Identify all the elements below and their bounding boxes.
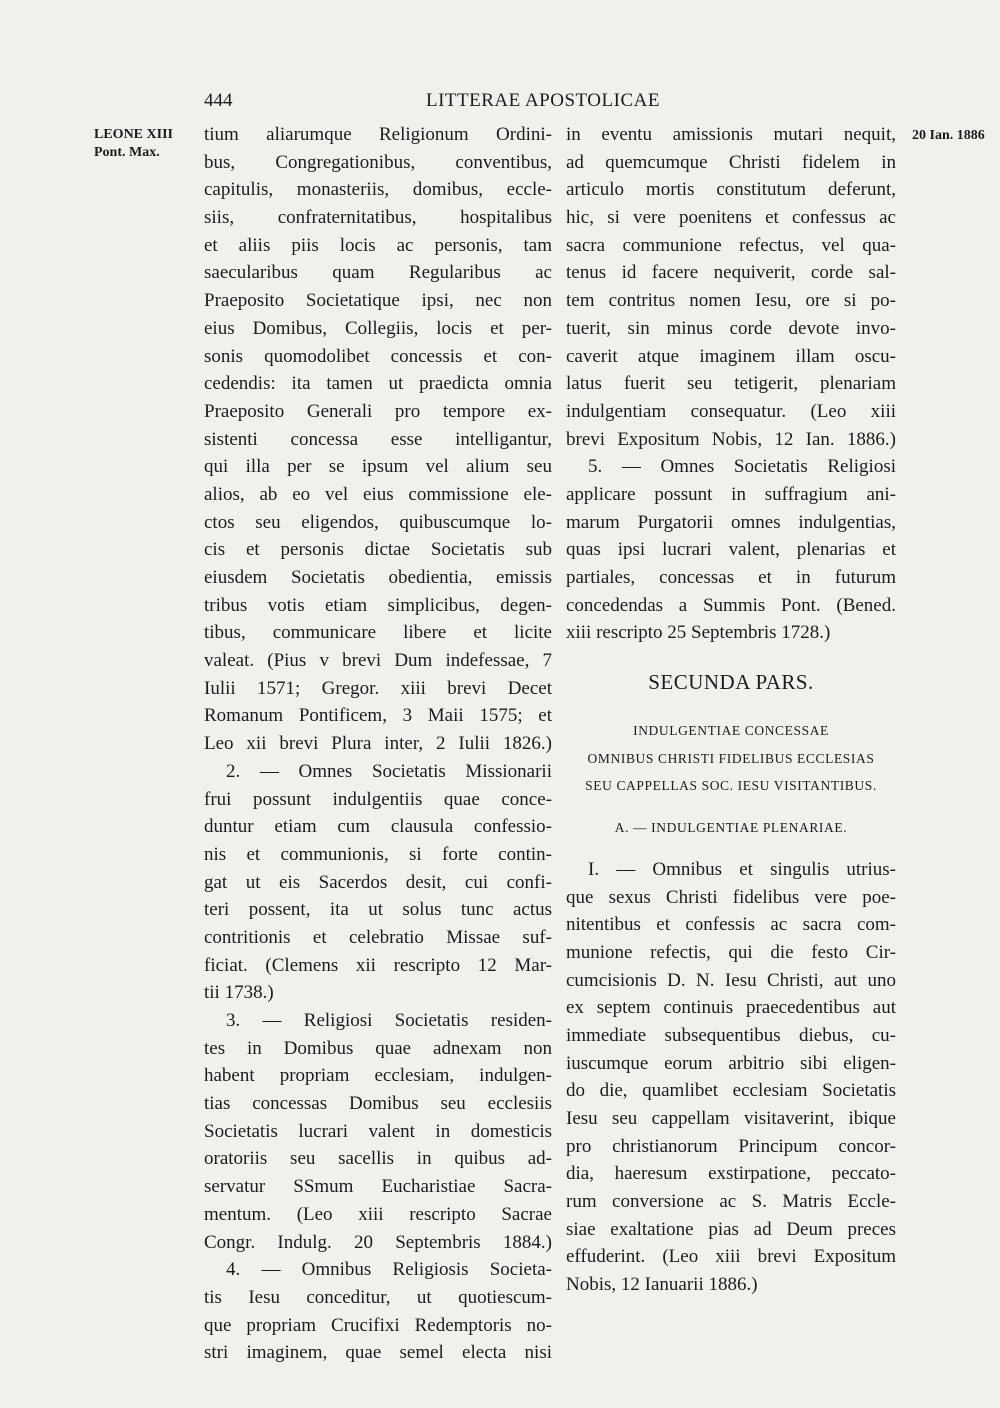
text-line: Congr. Indulg. 20 Septembris 1884.)	[204, 1231, 552, 1253]
text-line: valeat. (Pius v brevi Dum indefessae, 7	[204, 650, 552, 672]
text-line: 4. — Omnibus Religiosis Societa-	[226, 1259, 552, 1281]
text-line: Romanum Pontificem, 3 Maii 1575; et	[204, 705, 552, 727]
text-line: eiusdem Societatis obedientia, emissis	[204, 567, 552, 588]
text-line: Nobis, 12 Ianuarii 1886.)	[566, 1274, 758, 1296]
text-line: Societatis lucrari valent in domesticis	[204, 1120, 552, 1142]
text-line: siae exaltatione pias ad Deum preces	[566, 1218, 896, 1240]
text-line: stri imaginem, quae semel electa nisi	[204, 1342, 552, 1364]
text-line: I. — Omnibus et singulis utrius-	[588, 858, 896, 880]
text-line: tem contritus nomen Iesu, ore si po-	[566, 290, 896, 312]
text-line: 2. — Omnes Societatis Missionarii	[226, 760, 552, 782]
text-line: ctos seu eligendos, quibuscumque lo-	[204, 511, 552, 533]
right-column	[566, 121, 896, 1299]
text-line: dia, haeresum exstirpatione, peccato-	[566, 1163, 896, 1185]
text-line: Praeposito Societatique ipsi, nec non	[204, 290, 552, 312]
text-line: xiii rescripto 25 Septembris 1728.)	[566, 622, 831, 644]
text-line: gat ut eis Sacerdos desit, cui confi-	[204, 871, 552, 893]
text-line: Leo xii brevi Plura inter, 2 Iulii 1826.)	[204, 733, 552, 755]
text-line: latus fuerit seu tetigerit, plenariam	[566, 373, 896, 395]
text-line: Iesu seu cappellam visitaverint, ibique	[566, 1108, 896, 1129]
text-line: tias concessas Domibus seu ecclesiis	[204, 1093, 552, 1115]
text-line: immediate subsequentibus diebus, cu-	[566, 1024, 896, 1046]
text-line: ficiat. (Clemens xii rescripto 12 Mar-	[204, 954, 552, 976]
text-line: qui illa per se ipsum vel alium seu	[204, 456, 552, 478]
text-line: siis, confraternitatibus, hospitalibus	[204, 207, 552, 229]
text-line: cumcisionis D. N. Iesu Christi, aut uno	[566, 969, 896, 991]
text-line: frui possunt indulgentiis quae conce-	[204, 788, 552, 810]
text-line: concedendas a Summis Pont. (Bened.	[566, 594, 896, 616]
text-line: que sexus Christi fidelibus vere poe-	[566, 886, 896, 908]
text-line: tes in Domibus quae adnexam non	[204, 1037, 552, 1059]
text-line: ad quemcumque Christi fidelem in	[566, 151, 896, 173]
text-line: cis et personis dictae Societatis sub	[204, 539, 552, 561]
text-line: partiales, concessas et in futurum	[566, 567, 896, 588]
text-line: rum conversione ac S. Matris Eccle-	[566, 1191, 896, 1213]
text-line: et aliis piis locis ac personis, tam	[204, 234, 552, 256]
text-line: Iulii 1571; Gregor. xiii brevi Decet	[204, 677, 552, 699]
text-line: cedendis: ita tamen ut praedicta omnia	[204, 373, 552, 395]
text-line: eius Domibus, Collegiis, locis et per-	[204, 317, 552, 339]
margin-note-left: LEONE XIII Pont. Max.	[94, 127, 173, 160]
text-line: 3. — Religiosi Societatis residen-	[226, 1010, 552, 1031]
text-line: brevi Expositum Nobis, 12 Ian. 1886.)	[566, 428, 896, 450]
text-line: sistenti concessa esse intelligantur,	[204, 428, 552, 450]
text-line: tium aliarumque Religionum Ordini-	[204, 124, 552, 145]
text-line: ex septem continuis praecedentibus aut	[566, 997, 896, 1019]
text-line: que propriam Crucifixi Redemptoris no-	[204, 1314, 552, 1336]
text-line: Praeposito Generali pro tempore ex-	[204, 400, 552, 422]
text-line: indulgentiam consequatur. (Leo xiii	[566, 400, 896, 422]
text-line: habent propriam ecclesiam, indulgen-	[204, 1065, 552, 1087]
text-line: tribus votis etiam simplicibus, degen-	[204, 594, 552, 616]
subsection-title: A. — INDULGENTIAE PLENARIAE.	[614, 820, 848, 836]
text-line: applicare possunt in suffragium ani-	[566, 483, 896, 505]
text-line: alios, ab eo vel eius commissione ele-	[204, 483, 552, 505]
text-line: servatur SSmum Eucharistiae Sacra-	[204, 1176, 552, 1198]
text-line: tuerit, sin minus corde devote invo-	[566, 317, 896, 339]
text-line: teri possent, ita ut solus tunc actus	[204, 899, 552, 921]
text-line: nis et communionis, si forte contin-	[204, 843, 552, 865]
margin-note-date: 20 Ian. 1886	[912, 128, 985, 143]
text-line: sacra communione refectus, vel qua-	[566, 234, 896, 256]
section-subtitle-line: SEU CAPPELLAS SOC. IESU VISITANTIBUS.	[585, 778, 877, 794]
text-line: tibus, communicare libere et licite	[204, 622, 552, 644]
text-line: tis Iesu conceditur, ut quotiescum-	[204, 1286, 552, 1308]
section-subtitle-line: OMNIBUS CHRISTI FIDELIBUS ECCLESIAS	[587, 750, 875, 766]
text-line: iuscumque eorum arbitrio sibi eligen-	[566, 1052, 896, 1074]
text-line: tii 1738.)	[204, 982, 274, 1004]
text-line: marum Purgatorii omnes indulgentias,	[566, 511, 896, 533]
text-line: effuderint. (Leo xiii brevi Expositum	[566, 1246, 896, 1268]
text-line: 5. — Omnes Societatis Religiosi	[588, 456, 896, 478]
text-line: oratoriis seu sacellis in quibus ad-	[204, 1148, 552, 1170]
text-line: hic, si vere poenitens et confessus ac	[566, 207, 896, 229]
left-column	[204, 121, 552, 1367]
text-line: duntur etiam cum clausula confessio-	[204, 816, 552, 838]
page-number: 444	[204, 90, 233, 111]
text-line: capitulis, monasteriis, domibus, eccle-	[204, 179, 552, 201]
text-line: caverit atque imaginem illam oscu-	[566, 345, 896, 367]
text-line: quas ipsi lucrari valent, plenarias et	[566, 539, 896, 561]
section-title: SECUNDA PARS.	[648, 670, 814, 695]
text-line: nitentibus et confessis ac sacra com-	[566, 914, 896, 936]
running-title: LITTERAE APOSTOLICAE	[426, 90, 660, 111]
text-line: in eventu amissionis mutari nequit,	[566, 124, 896, 145]
text-line: contritionis et celebratio Missae suf-	[204, 926, 552, 948]
text-line: saecularibus quam Regularibus ac	[204, 262, 552, 284]
text-line: tenus id facere nequiverit, corde sal-	[566, 262, 896, 284]
text-line: bus, Congregationibus, conventibus,	[204, 151, 552, 173]
text-line: munione refectis, qui die festo Cir-	[566, 941, 896, 963]
text-line: pro christianorum Principum concor-	[566, 1135, 896, 1157]
text-line: do die, quamlibet ecclesiam Societatis	[566, 1080, 896, 1102]
text-line: mentum. (Leo xiii rescripto Sacrae	[204, 1203, 552, 1225]
section-subtitle-line: INDULGENTIAE CONCESSAE	[633, 723, 829, 739]
text-line: articulo mortis constitutum deferunt,	[566, 179, 896, 201]
text-line: sonis quomodolibet concessis et con-	[204, 345, 552, 367]
